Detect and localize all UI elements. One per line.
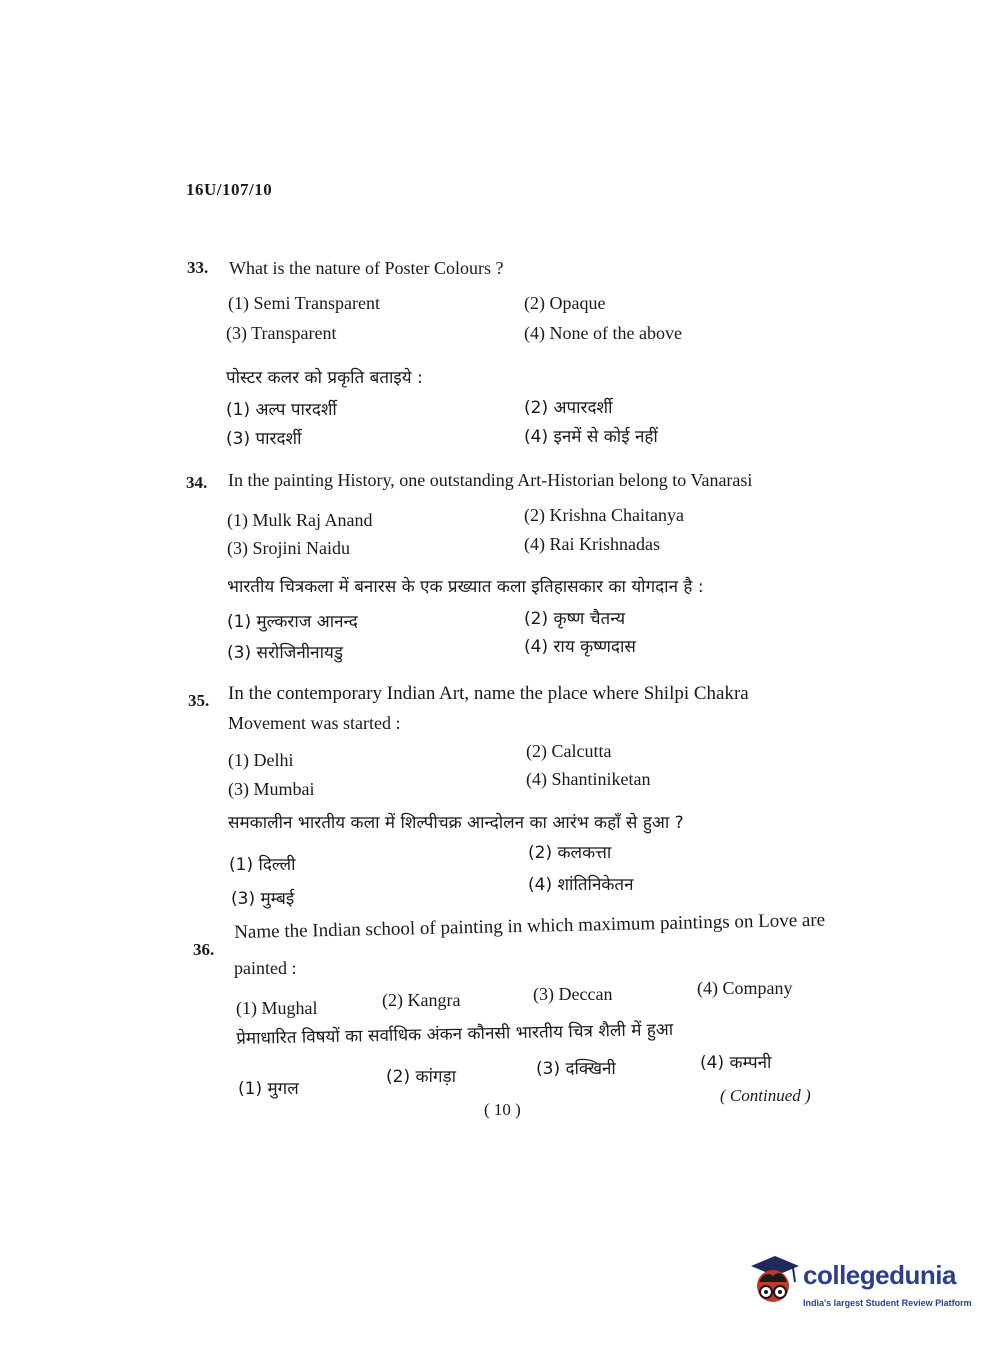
option-2-en: (2) Krishna Chaitanya — [524, 505, 684, 525]
question-text-en-line1: In the contemporary Indian Art, name the place where Shilpi Chakra — [228, 683, 749, 704]
option-1-en: (1) Semi Transparent — [228, 293, 380, 313]
option-1-hi: (1) मुगल — [238, 1079, 299, 1099]
option-1-en: (1) Delhi — [228, 750, 294, 770]
option-3-en: (3) Srojini Naidu — [227, 538, 350, 558]
question-number: 36. — [193, 940, 215, 959]
option-3-hi: (3) पारदर्शी — [226, 429, 302, 449]
option-2-en: (2) Opaque — [524, 293, 606, 313]
collegedunia-logo — [745, 1252, 970, 1322]
option-1-hi: (1) दिल्ली — [229, 855, 296, 875]
option-4-en: (4) Company — [697, 978, 793, 998]
option-1-en: (1) Mughal — [236, 998, 318, 1018]
option-3-en: (3) Transparent — [226, 323, 337, 343]
option-4-hi: (4) शांतिनिकेतन — [528, 875, 634, 895]
question-text-hi: भारतीय चित्रकला में बनारस के एक प्रख्यात कला इतिहासकार का योगदान है : — [227, 577, 704, 597]
option-1-hi: (1) अल्प पारदर्शी — [226, 400, 337, 420]
option-3-hi: (3) मुम्बई — [231, 889, 295, 909]
question-text-en: In the painting History, one outstanding Art-Historian belong to Vanarasi — [228, 470, 753, 490]
student-mascot-icon — [745, 1252, 801, 1316]
option-3-hi: (3) सरोजिनीनायडु — [227, 643, 343, 663]
page-number: ( 10 ) — [484, 1100, 521, 1119]
question-text-en-line2: Movement was started : — [228, 713, 401, 733]
option-2-hi: (2) कृष्ण चैतन्य — [524, 609, 626, 629]
question-text-en-line2: painted : — [234, 958, 297, 978]
option-4-hi: (4) इनमें से कोई नहीं — [524, 427, 658, 447]
option-1-en: (1) Mulk Raj Anand — [227, 510, 373, 530]
option-4-hi: (4) राय कृष्णदास — [524, 637, 636, 657]
option-1-hi: (1) मुल्कराज आनन्द — [227, 612, 358, 632]
option-4-en: (4) Shantiniketan — [526, 769, 651, 789]
option-4-hi: (4) कम्पनी — [700, 1053, 772, 1073]
question-number: 34. — [186, 473, 208, 492]
question-number: 33. — [187, 258, 209, 277]
option-3-hi: (3) दक्खिनी — [536, 1059, 616, 1079]
option-2-en: (2) Calcutta — [526, 741, 612, 761]
question-text-hi: प्रेमाधारित विषयों का सर्वाधिक अंकन कौनसी भारतीय चित्र शैली में हुआ — [236, 1019, 674, 1049]
option-4-en: (4) Rai Krishnadas — [524, 534, 660, 554]
option-2-hi: (2) कांगड़ा — [386, 1067, 457, 1087]
option-2-hi: (2) कलकत्ता — [528, 843, 612, 863]
paper-code: 16U/107/10 — [186, 180, 273, 199]
logo-tagline: India's largest Student Review Platform — [803, 1298, 972, 1308]
question-number: 35. — [188, 691, 210, 710]
continued-label: ( Continued ) — [720, 1086, 811, 1105]
question-text-en: What is the nature of Poster Colours ? — [229, 258, 504, 278]
question-text-hi: पोस्टर कलर को प्रकृति बताइये : — [226, 368, 423, 388]
question-text-en-line1: Name the Indian school of painting in which maximum paintings on Love are — [234, 909, 826, 943]
option-3-en: (3) Deccan — [533, 984, 613, 1004]
option-3-en: (3) Mumbai — [228, 779, 315, 799]
option-2-en: (2) Kangra — [382, 990, 461, 1010]
option-4-en: (4) None of the above — [524, 323, 682, 343]
option-2-hi: (2) अपारदर्शी — [524, 398, 613, 418]
question-text-hi: समकालीन भारतीय कला में शिल्पीचक्र आन्दोलन का आरंभ कहाँ से हुआ ? — [228, 813, 684, 833]
logo-brand: collegedunia — [803, 1260, 956, 1290]
